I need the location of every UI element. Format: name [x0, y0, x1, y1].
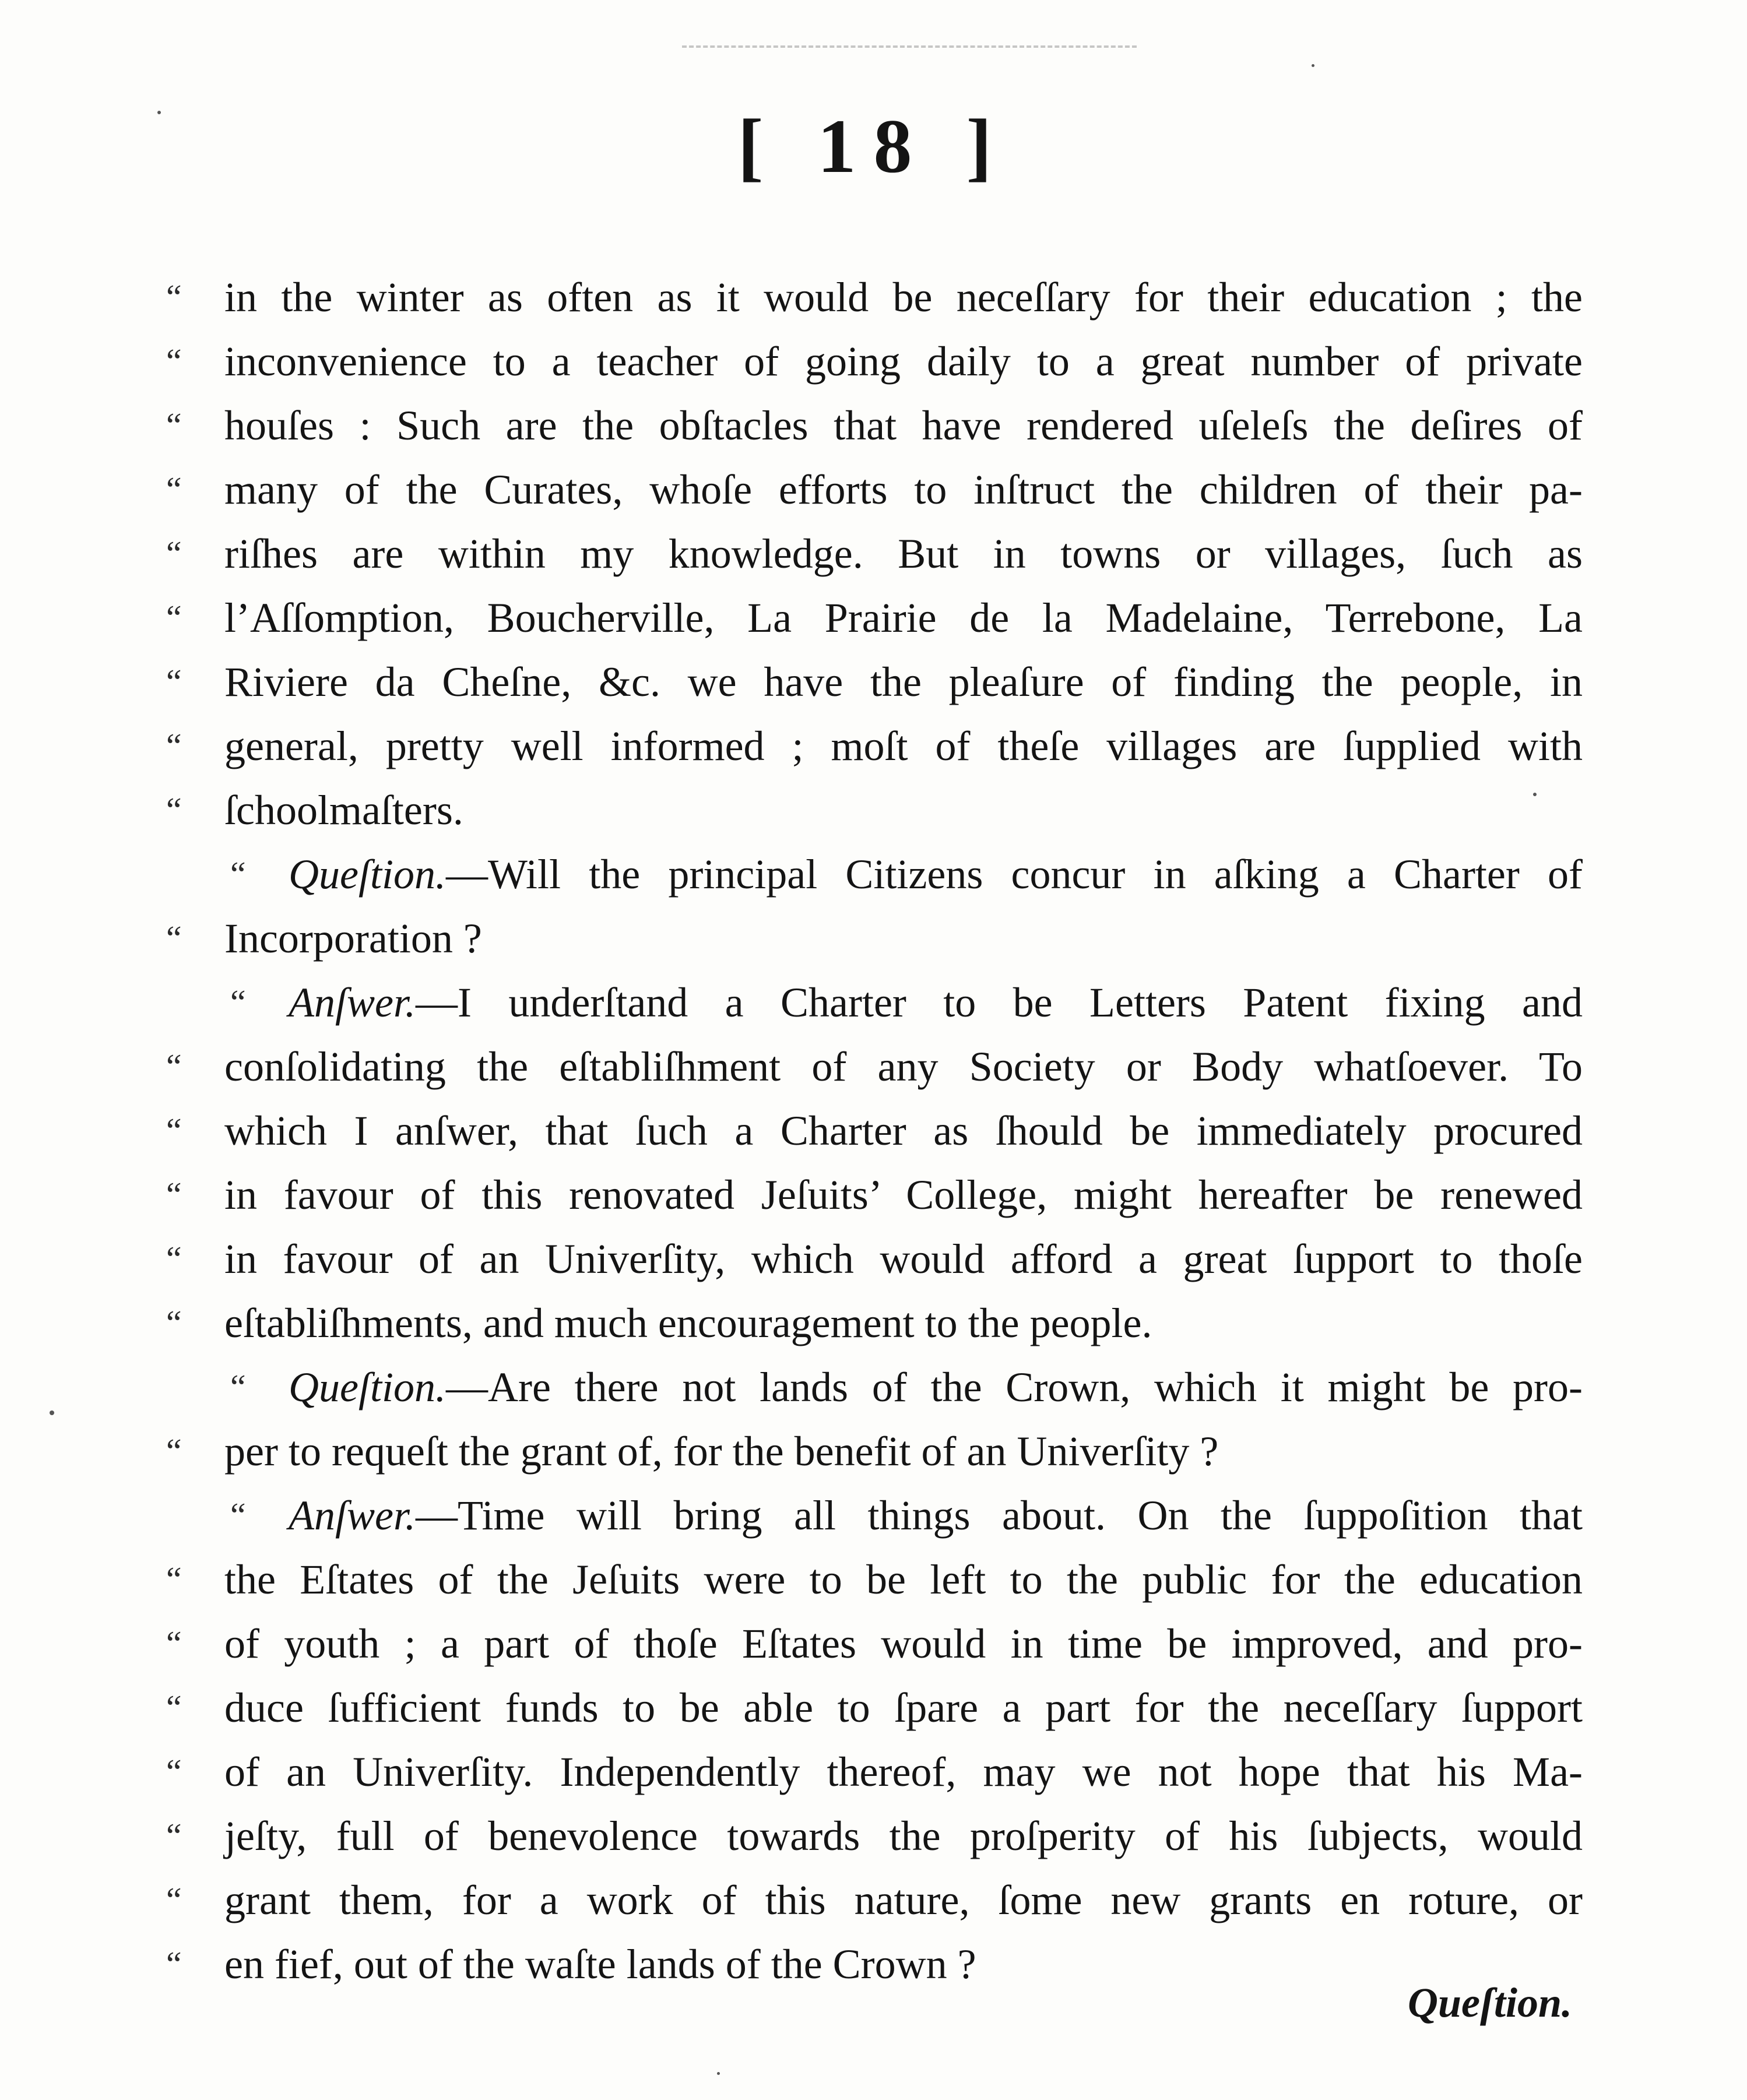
- line-text: of youth ; a part of thoſe Eſtates would in time be improved, and pro-: [224, 1620, 1583, 1667]
- line-text: [289, 970, 1583, 1035]
- line-text: eſtabliſhments, and much encouragement to the people.: [224, 1300, 1152, 1346]
- text-line: [166, 778, 1583, 842]
- text-line: [166, 1227, 1583, 1291]
- line-text: [289, 1483, 1583, 1547]
- line-text: which I anſwer, that ſuch a Charter as ſhould be immediately procured: [224, 1107, 1583, 1154]
- quote-mark: “: [166, 1047, 182, 1086]
- page-number: [ 18 ]: [737, 103, 1010, 189]
- line-text: Incorporation ?: [224, 915, 482, 962]
- quote-mark: “: [166, 278, 182, 316]
- text-line: [166, 1612, 1583, 1676]
- body-text: [166, 265, 1583, 1996]
- line-text: many of the Curates, whoſe efforts to inſtruct the children of their pa-: [224, 466, 1583, 513]
- scan-speck: [1533, 793, 1537, 796]
- text-line: [166, 329, 1583, 393]
- line-text: conſolidating the eſtabliſhment of any Society or Body whatſoever. To: [224, 1043, 1583, 1090]
- line-text: inconvenience to a teacher of going daily to a great number of private: [224, 338, 1583, 385]
- quote-mark: “: [166, 1689, 182, 1727]
- line-text: the Eſtates of the Jeſuits were to be left to the public for the education: [224, 1556, 1583, 1603]
- line-text-rest: —Are there not lands of the Crown, which it might be pro-: [445, 1364, 1583, 1410]
- text-line: [166, 1868, 1583, 1932]
- text-line: [166, 1355, 1583, 1419]
- text-line: [166, 714, 1583, 778]
- text-line: [166, 650, 1583, 714]
- scan-speck: [717, 2072, 720, 2075]
- line-text: in favour of an Univerſity, which would afford a great ſupport to thoſe: [224, 1236, 1583, 1282]
- line-text: en fief, out of the waſte lands of the Crown ?: [224, 1941, 976, 1988]
- text-line: [166, 1804, 1583, 1868]
- scan-speck: [50, 1410, 54, 1415]
- quote-mark: “: [166, 1111, 182, 1150]
- line-text: in favour of this renovated Jeſuits’ College, might hereafter be renewed: [224, 1172, 1583, 1218]
- quote-mark: “: [166, 1881, 182, 1919]
- quote-mark: “: [230, 1368, 246, 1406]
- quote-mark: “: [166, 406, 182, 445]
- line-text: jeſty, full of benevolence towards the proſperity of his ſubjects, would: [224, 1813, 1583, 1859]
- line-text-rest: —Time will bring all things about. On the ſuppoſition that: [416, 1492, 1583, 1539]
- quote-mark: “: [230, 855, 246, 894]
- quote-mark: “: [166, 1560, 182, 1599]
- catchword: Queſtion.: [1407, 1979, 1572, 2026]
- question-label: Queſtion.: [289, 851, 446, 898]
- quote-mark: “: [166, 727, 182, 765]
- quote-mark: “: [166, 1624, 182, 1663]
- quote-mark: “: [166, 1240, 182, 1278]
- scan-speck: [157, 111, 161, 114]
- text-line: [166, 1483, 1583, 1547]
- text-line: [166, 970, 1583, 1035]
- line-text: houſes : Such are the obſtacles that have rendered uſeleſs the deſires of: [224, 402, 1583, 449]
- quote-mark: “: [166, 1176, 182, 1214]
- line-text: duce ſufficient funds to be able to ſpare a part for the neceſſary ſupport: [224, 1684, 1583, 1731]
- text-line: [166, 1932, 1583, 1996]
- text-line: [166, 1291, 1583, 1355]
- line-text: in the winter as often as it would be neceſſary for their education ; the: [224, 274, 1583, 321]
- text-line: [166, 393, 1583, 458]
- answer-label: Anſwer.: [289, 979, 416, 1026]
- text-line: [166, 1676, 1583, 1740]
- line-text: general, pretty well informed ; moſt of theſe villages are ſupplied with: [224, 723, 1583, 769]
- quote-mark: “: [166, 1945, 182, 1983]
- line-text: grant them, for a work of this nature, ſome new grants en roture, or: [224, 1877, 1583, 1923]
- text-line: [166, 522, 1583, 586]
- text-line: [166, 586, 1583, 650]
- line-text: riſhes are within my knowledge. But in towns or villages, ſuch as: [224, 530, 1583, 577]
- quote-mark: “: [166, 534, 182, 573]
- text-line: [166, 906, 1583, 970]
- quote-mark: “: [166, 1753, 182, 1791]
- quote-mark: “: [166, 342, 182, 381]
- text-line: [166, 1099, 1583, 1163]
- line-text: [289, 842, 1583, 906]
- quote-mark: “: [166, 663, 182, 701]
- quote-mark: “: [230, 1496, 246, 1535]
- line-text: [289, 1355, 1583, 1419]
- text-line: [166, 1035, 1583, 1099]
- header-rule: [682, 45, 1137, 48]
- quote-mark: “: [166, 791, 182, 829]
- question-label: Queſtion.: [289, 1364, 446, 1410]
- quote-mark: “: [166, 1304, 182, 1342]
- quote-mark: “: [166, 1817, 182, 1855]
- text-line: [166, 1419, 1583, 1483]
- text-line: [166, 458, 1583, 522]
- quote-mark: “: [166, 470, 182, 509]
- line-text-rest: —Will the principal Citizens concur in aſking a Charter of: [445, 851, 1583, 898]
- text-line: [166, 265, 1583, 329]
- quote-mark: “: [230, 983, 246, 1022]
- text-line: [166, 1740, 1583, 1804]
- text-line: [166, 1547, 1583, 1612]
- quote-mark: “: [166, 919, 182, 958]
- quote-mark: “: [166, 599, 182, 637]
- line-text: l’Aſſomption, Boucherville, La Prairie de la Madelaine, Terrebone, La: [224, 595, 1583, 641]
- line-text: ſchoolmaſters.: [224, 787, 463, 833]
- line-text: of an Univerſity. Independently thereof, may we not hope that his Ma-: [224, 1749, 1583, 1795]
- line-text-rest: —I underſtand a Charter to be Letters Patent fixing and: [416, 979, 1583, 1026]
- text-line: [166, 842, 1583, 906]
- line-text: per to requeſt the grant of, for the benefit of an Univerſity ?: [224, 1428, 1219, 1475]
- text-line: [166, 1163, 1583, 1227]
- quote-mark: “: [166, 1432, 182, 1471]
- answer-label: Anſwer.: [289, 1492, 416, 1539]
- line-text: Riviere da Cheſne, &c. we have the pleaſure of finding the people, in: [224, 659, 1583, 705]
- scan-speck: [1312, 64, 1314, 67]
